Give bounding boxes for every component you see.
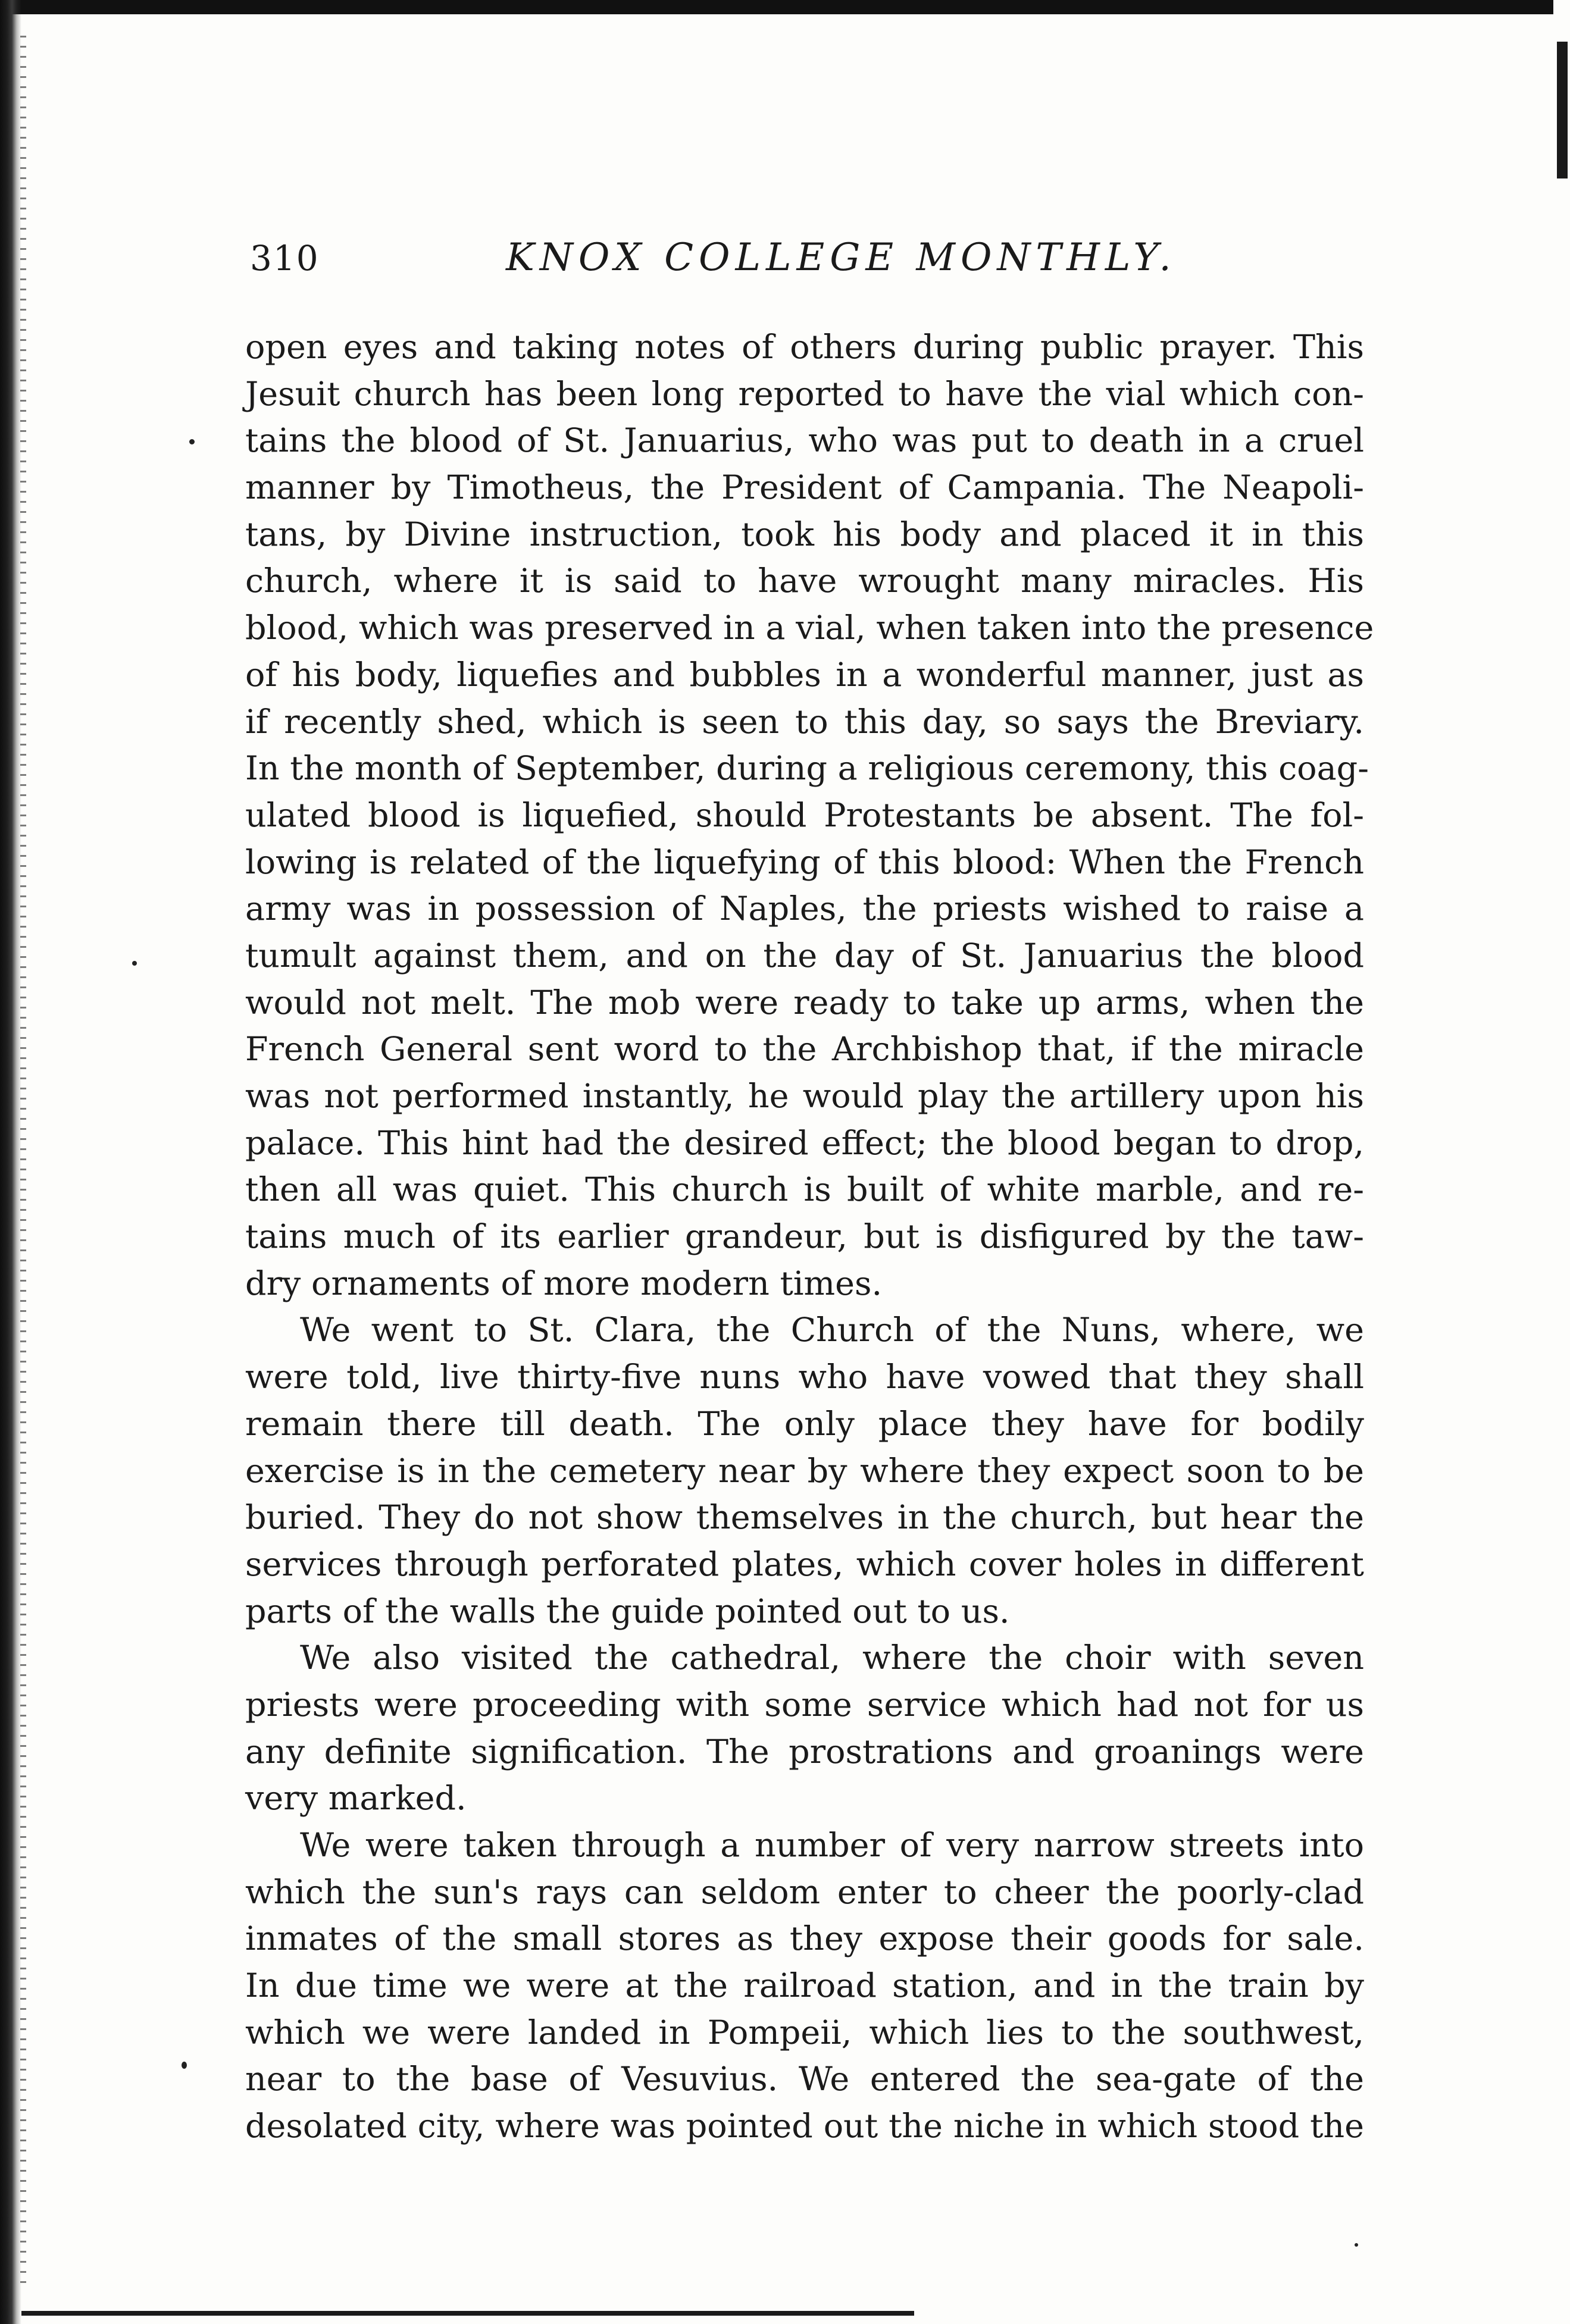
- body-text: [245, 324, 1374, 2150]
- page-number: 310: [250, 238, 320, 278]
- scan-right-mark: [1557, 42, 1568, 178]
- text-line: which we were landed in Pompeii, which lies to the southwest,: [245, 2013, 1364, 2052]
- text-line: which the sun's rays can seldom enter to cheer the poorly-clad: [245, 1872, 1364, 1912]
- text-line: services through perforated plates, which cover holes in different: [245, 1545, 1364, 1584]
- stray-dot: [132, 961, 137, 966]
- text-line: tains the blood of St. Januarius, who was put to death in a cruel: [245, 421, 1364, 461]
- text-line: We went to St. Clara, the Church of the Nuns, where, we: [300, 1311, 1364, 1350]
- text-line: then all was quiet. This church is built of white marble, and re-: [245, 1170, 1364, 1210]
- text-line: open eyes and taking notes of others during public prayer. This: [245, 328, 1364, 367]
- text-line: remain there till death. The only place they have for bodily: [245, 1404, 1364, 1443]
- text-line: desolated city, where was pointed out the niche in which stood the: [245, 2107, 1364, 2146]
- text-line: any definite signification. The prostrations and groanings were: [245, 1732, 1364, 1771]
- text-line: parts of the walls the guide pointed out to us.: [245, 1592, 1010, 1631]
- text-line: Jesuit church has been long reported to have the vial which con-: [245, 374, 1364, 414]
- text-line: near to the base of Vesuvius. We entered the sea-gate of the: [245, 2060, 1364, 2099]
- text-line: We were taken through a number of very narrow streets into: [300, 1826, 1364, 1865]
- text-line: lowing is related of the liquefying of this blood: When the French: [245, 842, 1364, 882]
- text-line: of his body, liquefies and bubbles in a wonderful manner, just as: [245, 655, 1364, 694]
- text-line: blood, which was preserved in a vial, when taken into the presence: [245, 609, 1374, 648]
- text-line: ulated blood is liquefied, should Protestants be absent. The fol-: [245, 795, 1364, 835]
- text-line: very marked.: [245, 1779, 467, 1818]
- binding-shadow: [0, 0, 21, 2324]
- scan-top-border: [12, 0, 1553, 14]
- text-line: In the month of September, during a religious ceremony, this coag-: [245, 749, 1369, 788]
- text-line: We also visited the cathedral, where the choir with seven: [300, 1639, 1364, 1678]
- text-line: priests were proceeding with some service which had not for us: [245, 1685, 1364, 1724]
- text-line: were told, live thirty-five nuns who have vowed that they shall: [245, 1358, 1364, 1397]
- text-line: was not performed instantly, he would play the artillery upon his: [245, 1077, 1364, 1116]
- journal-title: KNOX COLLEGE MONTHLY.: [506, 236, 1177, 280]
- text-line: if recently shed, which is seen to this day, so says the Breviary.: [245, 702, 1364, 741]
- text-line: palace. This hint had the desired effect; the blood began to drop,: [245, 1123, 1364, 1163]
- text-line: would not melt. The mob were ready to take up arms, when the: [245, 983, 1364, 1022]
- text-line: church, where it is said to have wrought many miracles. His: [245, 562, 1364, 601]
- text-line: manner by Timotheus, the President of Campania. The Neapoli-: [245, 468, 1364, 508]
- text-line: inmates of the small stores as they expose their goods for sale.: [245, 1919, 1364, 1959]
- text-line: dry ornaments of more modern times.: [245, 1264, 883, 1303]
- stray-dot: [182, 2062, 187, 2069]
- text-line: tans, by Divine instruction, took his body and placed it in this: [245, 515, 1364, 554]
- text-line: French General sent word to the Archbishop that, if the miracle: [245, 1030, 1364, 1069]
- text-line: army was in possession of Naples, the priests wished to raise a: [245, 889, 1364, 929]
- binding-specks: [20, 36, 26, 2285]
- stray-dot: [189, 439, 195, 444]
- text-line: exercise is in the cemetery near by where they expect soon to be: [245, 1451, 1364, 1490]
- running-head: [250, 238, 1369, 286]
- text-line: tumult against them, and on the day of St. Januarius the blood: [245, 936, 1364, 975]
- text-line: In due time we were at the railroad station, and in the train by: [245, 1966, 1364, 2006]
- stray-dot: [1355, 2243, 1358, 2247]
- text-line: buried. They do not show themselves in the church, but hear the: [245, 1498, 1364, 1537]
- text-line: tains much of its earlier grandeur, but is disfigured by the taw-: [245, 1217, 1364, 1257]
- scan-bottom-border: [21, 2311, 914, 2316]
